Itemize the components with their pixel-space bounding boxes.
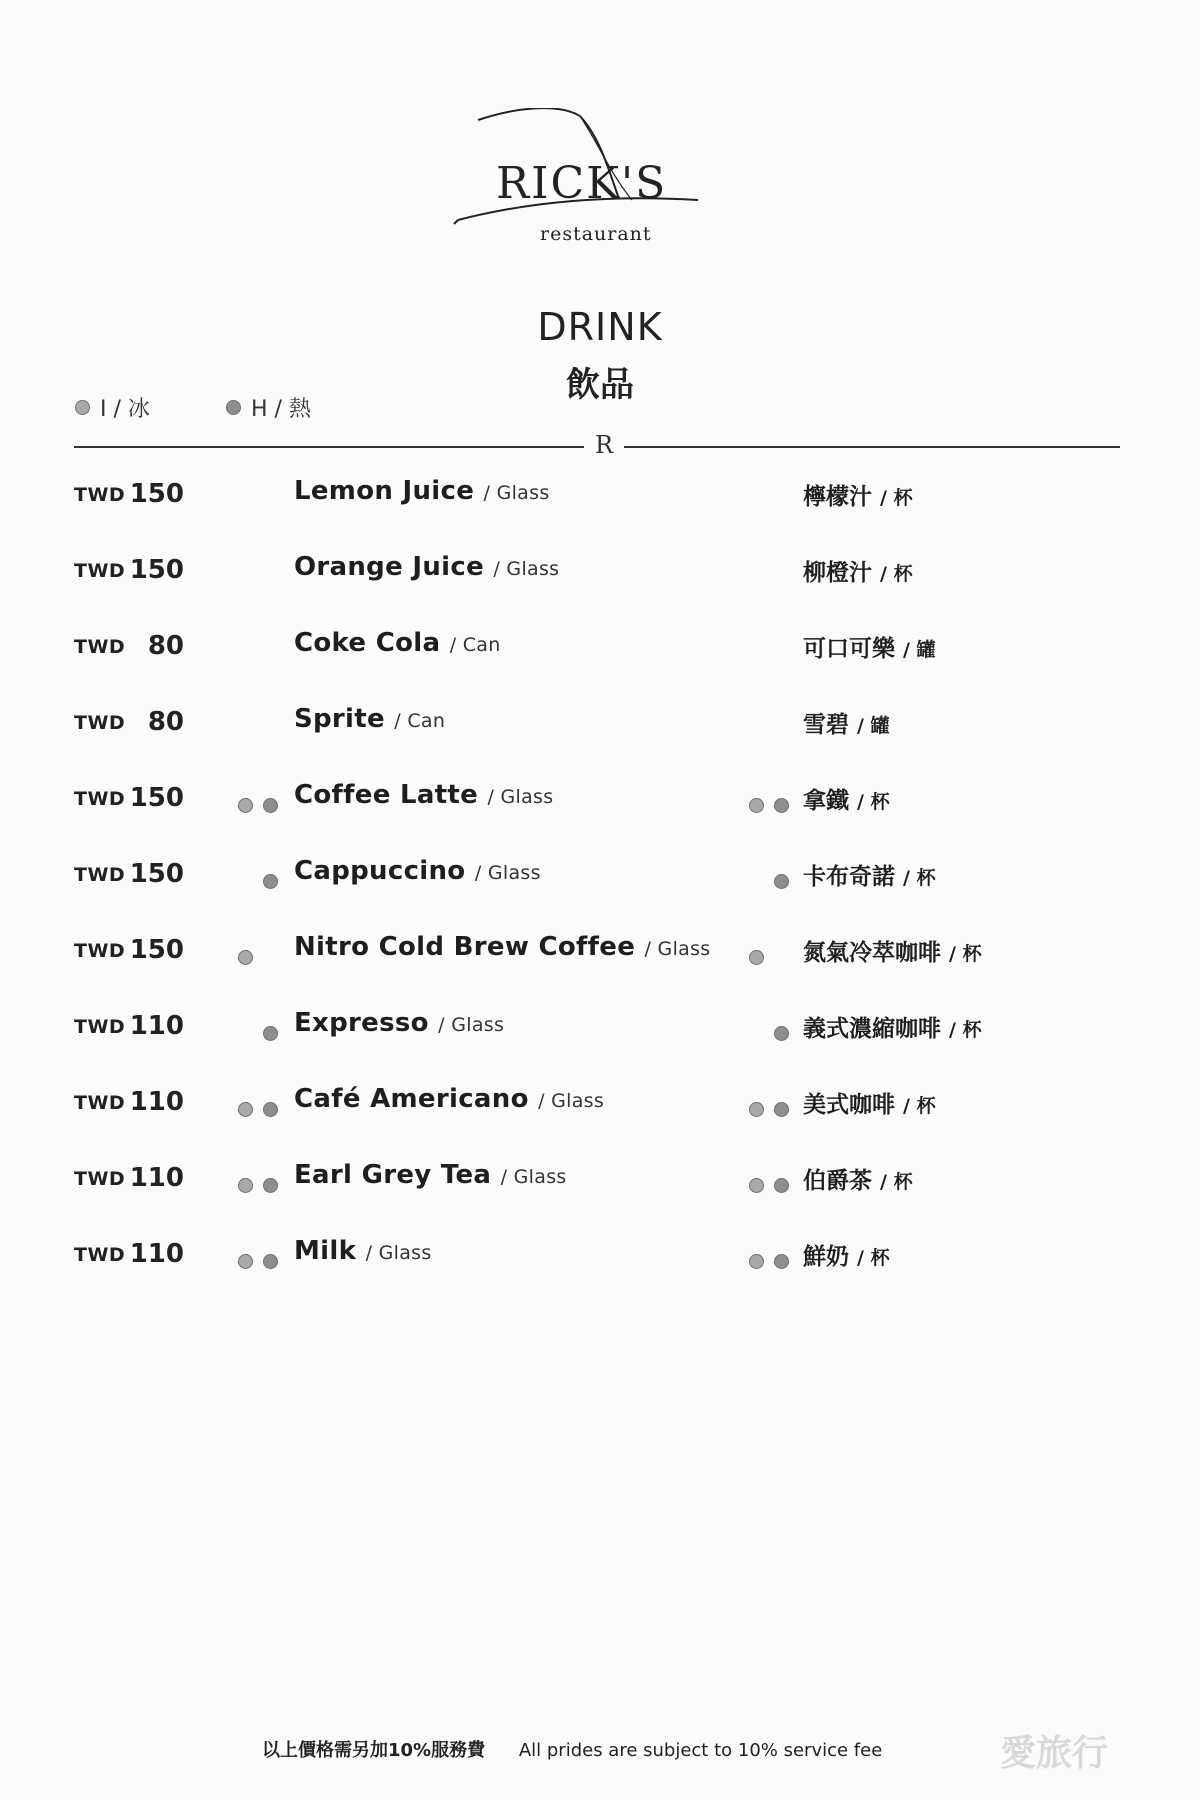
item-unit-chinese: / 杯 xyxy=(903,1095,936,1117)
item-name-zh xyxy=(803,934,982,967)
item-name-zh xyxy=(803,478,913,511)
item-price xyxy=(74,707,184,737)
temperature-dots xyxy=(749,1254,793,1270)
item-price-amount: 110 xyxy=(129,1239,184,1269)
item-name-en xyxy=(294,932,710,962)
temperature-dots xyxy=(238,570,282,586)
item-price xyxy=(74,1011,184,1041)
temperature-dots xyxy=(238,494,282,510)
legend-ice-label: I / 冰 xyxy=(100,397,150,422)
section-divider xyxy=(74,431,1120,459)
item-currency: TWD xyxy=(74,1092,126,1114)
temperature-dots xyxy=(238,722,282,738)
ice-dot-icon xyxy=(749,950,764,965)
item-unit-chinese: / 杯 xyxy=(857,1247,890,1269)
menu-title-en: DRINK xyxy=(537,305,663,349)
item-price-amount: 150 xyxy=(129,859,184,889)
item-price-amount: 110 xyxy=(129,1163,184,1193)
restaurant-logo xyxy=(440,108,770,258)
item-name: Orange Juice xyxy=(294,552,485,582)
item-unit-chinese: / 杯 xyxy=(949,943,982,965)
item-currency: TWD xyxy=(74,1244,126,1266)
temperature-dots xyxy=(238,1254,282,1270)
ice-dot-icon xyxy=(238,1178,253,1193)
menu-row xyxy=(0,628,1200,688)
hot-dot-icon xyxy=(226,400,241,415)
temperature-dots xyxy=(238,1178,282,1194)
legend-ice xyxy=(75,392,150,423)
menu-row xyxy=(0,1008,1200,1068)
item-currency: TWD xyxy=(74,864,126,886)
item-currency: TWD xyxy=(74,712,126,734)
item-name-zh xyxy=(803,1086,936,1119)
item-name-chinese: 雪碧 xyxy=(803,712,849,738)
menu-row xyxy=(0,856,1200,916)
hot-dot-icon xyxy=(263,874,278,889)
temperature-dots xyxy=(749,950,793,966)
item-name: Sprite xyxy=(294,704,385,734)
ice-dot-icon xyxy=(75,400,90,415)
item-name-en xyxy=(294,1236,432,1266)
temperature-dots xyxy=(238,646,282,662)
item-unit: / Glass xyxy=(538,1090,605,1112)
item-name-chinese: 拿鐵 xyxy=(803,788,849,814)
item-name-zh xyxy=(803,782,890,815)
item-price xyxy=(74,631,184,661)
item-name-zh xyxy=(803,1162,913,1195)
hot-dot-icon xyxy=(774,1026,789,1041)
menu-row xyxy=(0,476,1200,536)
item-name: Earl Grey Tea xyxy=(294,1160,492,1190)
legend-hot xyxy=(226,392,311,423)
item-price-amount: 150 xyxy=(129,935,184,965)
item-name-chinese: 義式濃縮咖啡 xyxy=(803,1016,941,1042)
item-price xyxy=(74,859,184,889)
item-unit: / Can xyxy=(394,710,446,732)
item-name-zh xyxy=(803,554,913,587)
item-name: Milk xyxy=(294,1236,357,1266)
temperature-dots xyxy=(238,1026,282,1042)
item-currency: TWD xyxy=(74,788,126,810)
item-unit: / Glass xyxy=(500,1166,567,1188)
hot-dot-icon xyxy=(263,798,278,813)
ice-dot-icon xyxy=(749,1178,764,1193)
item-name-chinese: 氮氣冷萃咖啡 xyxy=(803,940,941,966)
item-currency: TWD xyxy=(74,1016,126,1038)
temperature-dots xyxy=(238,798,282,814)
item-price-amount: 110 xyxy=(129,1087,184,1117)
hot-dot-icon xyxy=(774,1102,789,1117)
item-currency: TWD xyxy=(74,484,126,506)
item-price-amount: 110 xyxy=(129,1011,184,1041)
item-unit: / Glass xyxy=(644,938,711,960)
item-name-chinese: 美式咖啡 xyxy=(803,1092,895,1118)
item-name-en xyxy=(294,628,501,658)
temperature-dots xyxy=(749,570,793,586)
item-name-chinese: 檸檬汁 xyxy=(803,484,872,510)
temperature-dots xyxy=(749,1178,793,1194)
item-price xyxy=(74,555,184,585)
menu-row xyxy=(0,552,1200,612)
item-name-en xyxy=(294,552,559,582)
item-currency: TWD xyxy=(74,940,126,962)
legend-hot-label: H / 熱 xyxy=(251,397,311,422)
item-price xyxy=(74,1163,184,1193)
watermark: 愛旅行 xyxy=(1000,1733,1109,1774)
item-name-chinese: 卡布奇諾 xyxy=(803,864,895,890)
item-name-zh xyxy=(803,1238,890,1271)
item-name-chinese: 柳橙汁 xyxy=(803,560,872,586)
item-price-amount: 150 xyxy=(129,479,184,509)
temperature-dots xyxy=(749,722,793,738)
ice-dot-icon xyxy=(238,950,253,965)
item-name-en xyxy=(294,1084,604,1114)
menu-title-zh: 飲品 xyxy=(566,365,634,405)
item-price-amount: 150 xyxy=(129,555,184,585)
temperature-dots xyxy=(749,1026,793,1042)
footer-note-zh: 以上價格需另加10%服務費 xyxy=(262,1740,486,1761)
item-name-en xyxy=(294,476,550,506)
item-price-amount: 80 xyxy=(147,631,184,661)
temperature-dots xyxy=(749,646,793,662)
hot-dot-icon xyxy=(263,1026,278,1041)
logo-name: RICK'S xyxy=(496,158,668,209)
item-name-chinese: 鮮奶 xyxy=(803,1244,849,1270)
temperature-dots xyxy=(749,798,793,814)
item-name: Coffee Latte xyxy=(294,780,479,810)
item-unit-chinese: / 杯 xyxy=(880,563,913,585)
menu-row xyxy=(0,1160,1200,1220)
ice-dot-icon xyxy=(238,1102,253,1117)
logo-subtitle: restaurant xyxy=(540,223,652,245)
item-name-en xyxy=(294,1008,504,1038)
item-unit: / Glass xyxy=(365,1242,432,1264)
item-unit-chinese: / 罐 xyxy=(903,639,936,661)
item-price xyxy=(74,479,184,509)
ice-dot-icon xyxy=(238,798,253,813)
item-unit: / Glass xyxy=(493,558,560,580)
hot-dot-icon xyxy=(774,798,789,813)
item-unit-chinese: / 杯 xyxy=(949,1019,982,1041)
hot-dot-icon xyxy=(774,1178,789,1193)
item-price xyxy=(74,1239,184,1269)
divider-line-right xyxy=(624,446,1120,448)
item-unit: / Can xyxy=(449,634,501,656)
footer-note xyxy=(262,1736,882,1762)
item-name: Nitro Cold Brew Coffee xyxy=(294,932,636,962)
menu-row xyxy=(0,704,1200,764)
item-currency: TWD xyxy=(74,1168,126,1190)
hot-dot-icon xyxy=(263,1178,278,1193)
item-name: Coke Cola xyxy=(294,628,441,658)
item-name-en xyxy=(294,780,553,810)
temperature-dots xyxy=(238,1102,282,1118)
item-unit: / Glass xyxy=(487,786,554,808)
item-name-en xyxy=(294,704,445,734)
item-price xyxy=(74,935,184,965)
item-currency: TWD xyxy=(74,560,126,582)
item-price xyxy=(74,1087,184,1117)
ice-dot-icon xyxy=(749,798,764,813)
menu-row xyxy=(0,1084,1200,1144)
item-price xyxy=(74,783,184,813)
menu-row xyxy=(0,1236,1200,1296)
item-unit-chinese: / 杯 xyxy=(880,1171,913,1193)
temperature-dots xyxy=(749,874,793,890)
item-unit-chinese: / 罐 xyxy=(857,715,890,737)
item-name-zh xyxy=(803,706,890,739)
item-name: Cappuccino xyxy=(294,856,466,886)
footer-note-en: All prides are subject to 10% service fee xyxy=(518,1740,883,1761)
item-name-zh xyxy=(803,630,936,663)
item-name-chinese: 伯爵茶 xyxy=(803,1168,872,1194)
temperature-dots xyxy=(238,950,282,966)
item-currency: TWD xyxy=(74,636,126,658)
ice-dot-icon xyxy=(238,1254,253,1269)
item-name: Café Americano xyxy=(294,1084,529,1114)
item-name-en xyxy=(294,1160,567,1190)
item-name-en xyxy=(294,856,541,886)
temperature-dots xyxy=(749,494,793,510)
item-name-zh xyxy=(803,1010,982,1043)
temperature-dots xyxy=(238,874,282,890)
item-unit-chinese: / 杯 xyxy=(903,867,936,889)
item-name-zh xyxy=(803,858,936,891)
hot-dot-icon xyxy=(774,1254,789,1269)
item-name: Expresso xyxy=(294,1008,429,1038)
divider-mark: R xyxy=(594,431,614,459)
item-unit: / Glass xyxy=(483,482,550,504)
hot-dot-icon xyxy=(263,1254,278,1269)
temperature-dots xyxy=(749,1102,793,1118)
ice-dot-icon xyxy=(749,1254,764,1269)
ice-dot-icon xyxy=(749,1102,764,1117)
item-unit: / Glass xyxy=(438,1014,505,1036)
item-name-chinese: 可口可樂 xyxy=(803,636,895,662)
item-unit: / Glass xyxy=(474,862,541,884)
divider-line-left xyxy=(74,446,584,448)
item-unit-chinese: / 杯 xyxy=(880,487,913,509)
hot-dot-icon xyxy=(263,1102,278,1117)
item-unit-chinese: / 杯 xyxy=(857,791,890,813)
item-price-amount: 150 xyxy=(129,783,184,813)
menu-row xyxy=(0,932,1200,992)
menu-row xyxy=(0,780,1200,840)
item-price-amount: 80 xyxy=(147,707,184,737)
item-name: Lemon Juice xyxy=(294,476,475,506)
hot-dot-icon xyxy=(774,874,789,889)
